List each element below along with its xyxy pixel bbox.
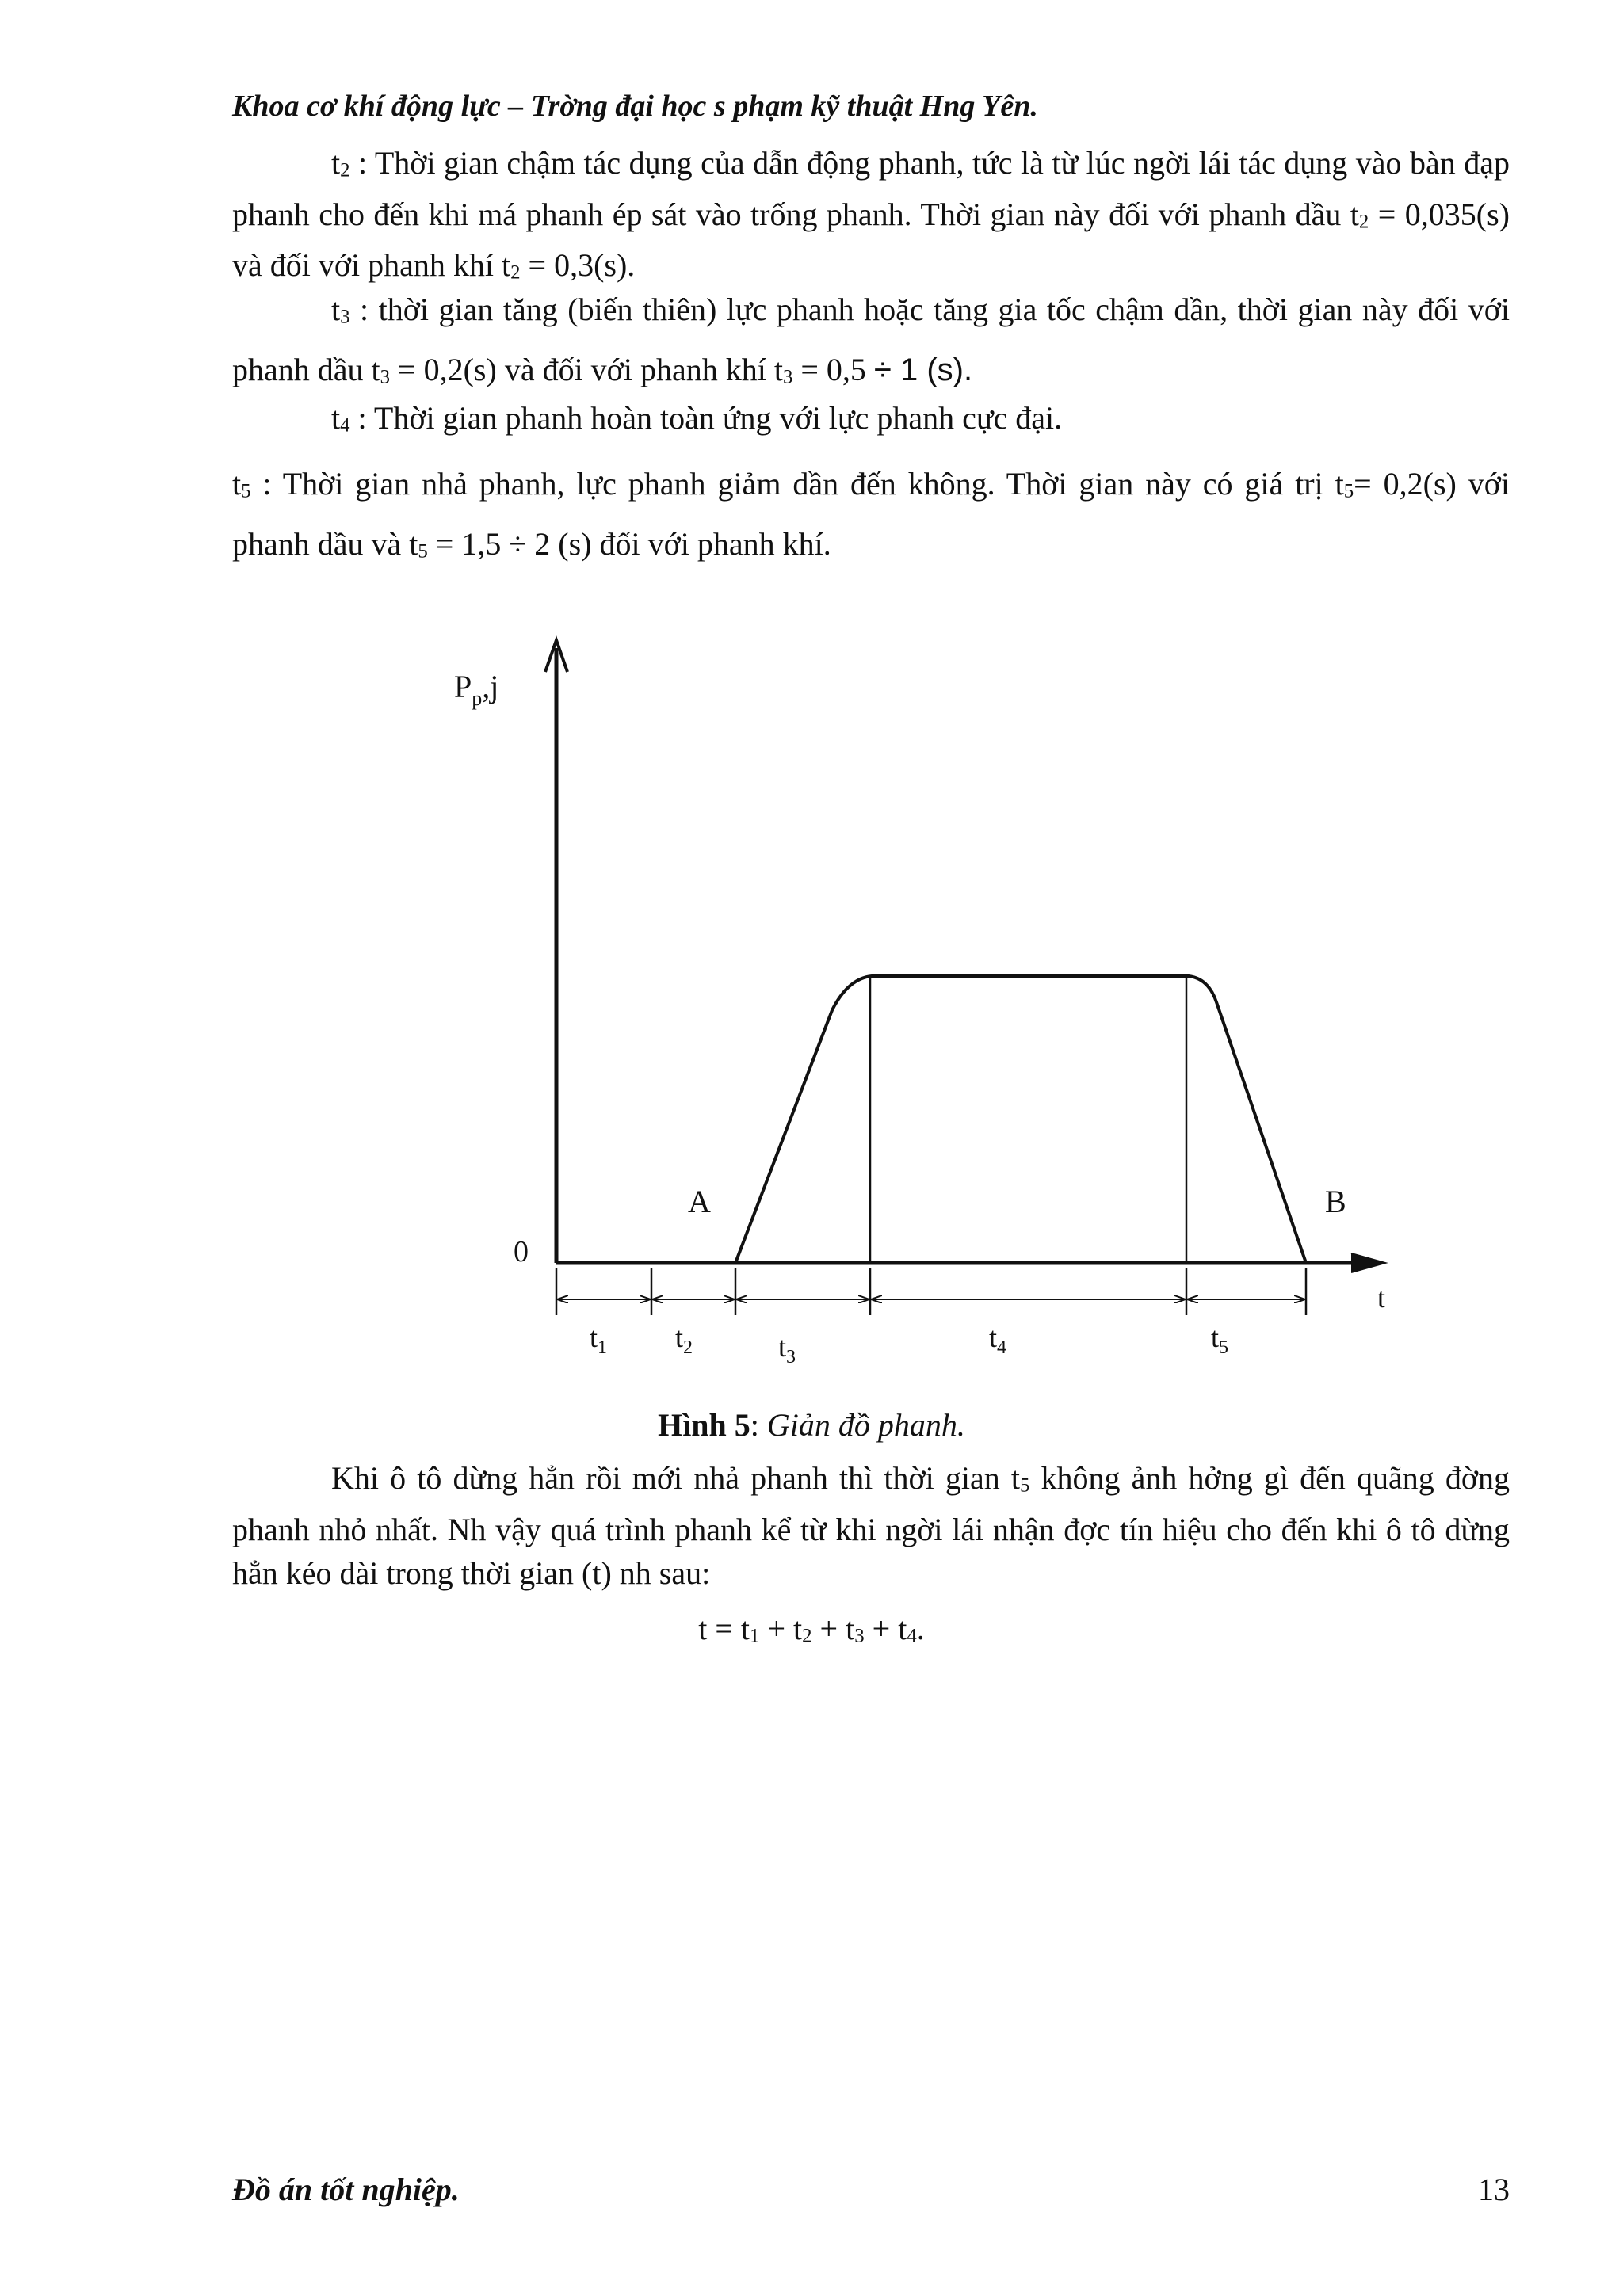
interval-label-t5: $t_5$ (1211, 1322, 1229, 1358)
paragraph-text: = 0,2(s) và đối với phanh khí (390, 351, 774, 387)
paragraph-text: : thời gian tăng (biến thiên) lực phanh hoặc tăng gia tốc chậm dần, thời gian này đối với phanh dầu (232, 292, 1510, 387)
subscript: 5 (241, 480, 251, 502)
interval-label-t1: $t_1$ (590, 1322, 608, 1358)
paragraph-t5 (232, 458, 1510, 578)
braking-diagram (0, 602, 1623, 1394)
subscript: 5 (1343, 480, 1354, 502)
page-number: 13 (1478, 2172, 1510, 2207)
symbol: t (331, 145, 341, 181)
paragraph-t4 (232, 396, 1510, 448)
symbol: t (1010, 1460, 1021, 1496)
caption-title: Giản đồ phanh. (766, 1407, 965, 1443)
subscript: 3 (854, 1625, 865, 1647)
subscript: 2 (340, 159, 350, 181)
figure-caption (0, 1406, 1623, 1444)
symbol: t (331, 400, 341, 436)
page-header: Khoa cơ khí động lực – Trờng đại học s phạm kỹ thuật Hng Yên. (232, 90, 1038, 123)
symbol: t (1335, 466, 1344, 502)
paragraph-text: : Thời gian chậm tác dụng của dẫn động phanh, tức là từ lúc ngời lái tác dụng vào bàn đạp phanh cho đến khi má phanh ép sát vào trống phanh. Thời gian này đối với phanh dầu (232, 145, 1510, 232)
interval-label-t4: $t_4$ (989, 1322, 1007, 1358)
paragraph-text: Khi ô tô dừng hẳn rồi mới nhả phanh thì thời gian (331, 1460, 1011, 1496)
operator: . (916, 1611, 925, 1646)
subscript: 4 (340, 414, 350, 437)
page-footer-title: Đồ án tốt nghiệp. (232, 2172, 460, 2207)
paragraph-text: = 0,3(s). (520, 247, 636, 284)
symbol: t (331, 292, 341, 327)
origin-label: 0 (514, 1235, 529, 1268)
symbol: t (1350, 196, 1359, 232)
paragraph-t2 (232, 141, 1510, 295)
subscript: 3 (340, 306, 350, 328)
caption-label: Hình 5 (658, 1407, 750, 1443)
symbol: t (793, 1611, 803, 1646)
symbol: t (846, 1611, 855, 1646)
caption-separator: : (750, 1407, 767, 1443)
symbol: t (898, 1611, 907, 1646)
interval-label-t3: $t_3$ (778, 1331, 796, 1367)
operator: + (864, 1611, 899, 1646)
total-time-formula (0, 1610, 1623, 1648)
subscript: 5 (1020, 1474, 1030, 1497)
point-b-label: B (1325, 1184, 1346, 1219)
x-axis-arrow-icon (1351, 1253, 1385, 1272)
subscript: 1 (750, 1625, 760, 1647)
interval-ticks (556, 1268, 1306, 1315)
symbol: t (502, 247, 511, 284)
x-axis-label: t (1377, 1282, 1386, 1314)
paragraph-text: = 0,2(s) với phanh dầu và (232, 466, 1510, 562)
subscript: 2 (510, 262, 521, 284)
paragraph-conclusion (232, 1456, 1510, 1595)
symbol: t (232, 466, 242, 502)
interval-label-t2: $t_2$ (675, 1322, 693, 1358)
subscript: 3 (380, 366, 391, 388)
subscript: 2 (802, 1625, 812, 1647)
paragraph-text: = 1,5 ÷ 2 (s) đối với phanh khí. (427, 525, 831, 562)
paragraph-t3 (232, 284, 1510, 403)
paragraph-text: : Thời gian nhả phanh, lực phanh giảm dần đến không. Thời gian này có giá trị (250, 466, 1335, 502)
symbol: t (773, 351, 783, 387)
subscript: 5 (418, 540, 428, 563)
braking-curve (735, 976, 1306, 1263)
paragraph-text: không ảnh hởng gì đến quãng đờng phanh nhỏ nhất. Nh vậy quá trình phanh kể từ khi ngời lái nhận đợc tín hiệu cho đến khi ô tô dừng hẳn kéo dài trong thời gian (t) nh sau: (232, 1460, 1510, 1591)
operator: + (812, 1611, 846, 1646)
symbol: t (409, 525, 418, 562)
point-a-label: A (688, 1184, 711, 1219)
paragraph-text: = 0,5 (792, 351, 874, 387)
paragraph-text: = 0,035(s) và đối với phanh khí (232, 196, 1510, 284)
symbol: t (740, 1611, 750, 1646)
paragraph-text: : Thời gian phanh hoàn toàn ứng với lực phanh cực đại. (349, 400, 1063, 436)
symbol: t (371, 351, 380, 387)
subscript: 4 (907, 1625, 917, 1647)
subscript: 2 (1358, 211, 1369, 233)
subscript: 3 (782, 366, 793, 388)
operator: + (759, 1611, 794, 1646)
formula-lhs: t = (698, 1611, 741, 1646)
y-axis-label: $P_p,j$ (454, 669, 499, 710)
range-text: ÷ 1 (s). (873, 352, 973, 387)
